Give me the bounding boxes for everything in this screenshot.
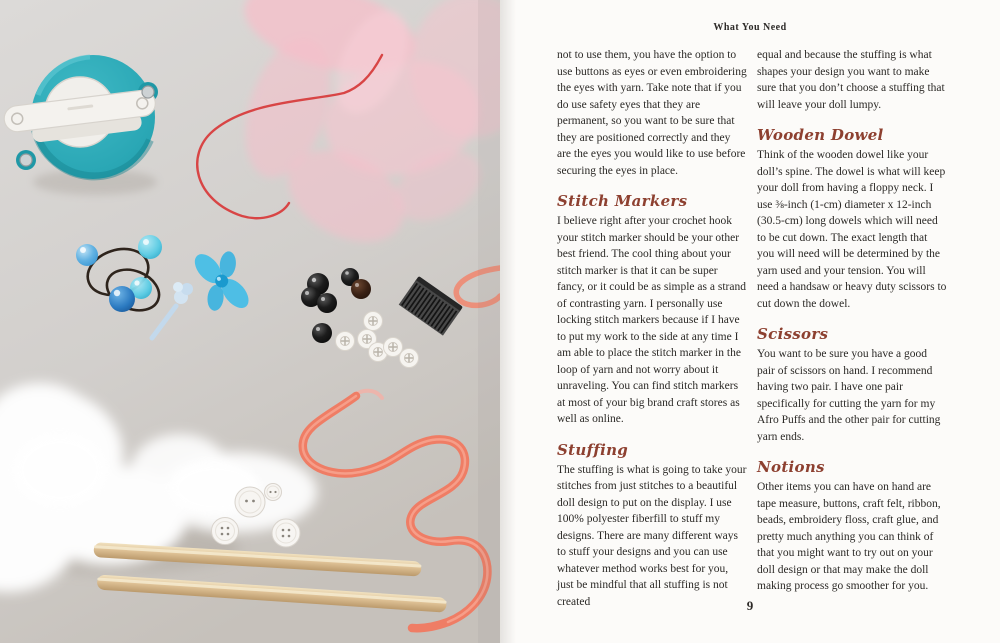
body-paragraph: You want to be sure you have a good pair of scissors on hand. I recommend having two pair. I have one pair specifically for cutting the yarn for my Afro Puffs and the other pair for cutting yarn ends. — [757, 348, 941, 443]
body-paragraph: Think of the wooden dowel like your doll’s spine. The dowel is what will keep your doll from having a floppy neck. I use ⅜-inch (1-cm) diameter x 12-inch (30.5-cm) long dowels which will need to be cut down. The exact length that you will need will be determined by the yarn used and your tension. You will need a handsaw or heavy duty scissors to cut down the dowel. — [757, 149, 947, 310]
body-paragraph: The stuffing is what is going to take your stitches from just stitches to a beautiful doll design to put on the display. I use 100% polyester fiberfill to stuff my designs. There are many different ways to stuff your designs and you can use whatever method works best for you, just be mindful that all stuffing is not created — [557, 463, 747, 608]
text-page — [500, 0, 1000, 643]
section-heading-notions: Notions — [757, 458, 825, 476]
text-columns — [557, 47, 957, 610]
body-paragraph: not to use them, you have the option to use buttons as eyes or even embroidering the eyes with yarn. Take note that if you do use safety eyes that they are permanent, so you want to be sure that they are positioned correctly and they are the eyes you would like to use before securing the eyes in place. — [557, 49, 747, 177]
running-head: What You Need — [713, 22, 787, 33]
body-paragraph: I believe right after your crochet hook your stitch marker should be your other best friend. The cool thing about your stitch marker is that it can be super fancy, or it could be as simple as a strand of contrasting yarn. I personally use locking stitch markers because if I have to put my work to the side at any time I am able to place the stitch marker in the loop of yarn and not worry about it unraveling. You can find stitch markers at most of your big brand craft stores as well as online. — [557, 215, 746, 425]
column-left — [557, 47, 747, 610]
section-heading-stitch-markers: Stitch Markers — [557, 192, 688, 210]
body-paragraph: equal and because the stuffing is what shapes your design you want to make sure that you don’t choose a stuffing that will leave your doll lumpy. — [757, 49, 945, 111]
section-heading-wooden-dowel: Wooden Dowel — [757, 126, 884, 144]
page-number: 9 — [746, 598, 754, 613]
section-heading-scissors: Scissors — [757, 325, 829, 343]
column-right — [757, 47, 947, 610]
body-paragraph: Other items you can have on hand are tape measure, buttons, craft felt, ribbon, beads, embroidery floss, craft glue, and pretty much anything you can think of that you might want to try out on your doll design or that may make the doll making process go smoother for you. — [757, 481, 941, 592]
section-heading-stuffing: Stuffing — [557, 440, 629, 459]
spine-shadow-left — [478, 0, 500, 643]
